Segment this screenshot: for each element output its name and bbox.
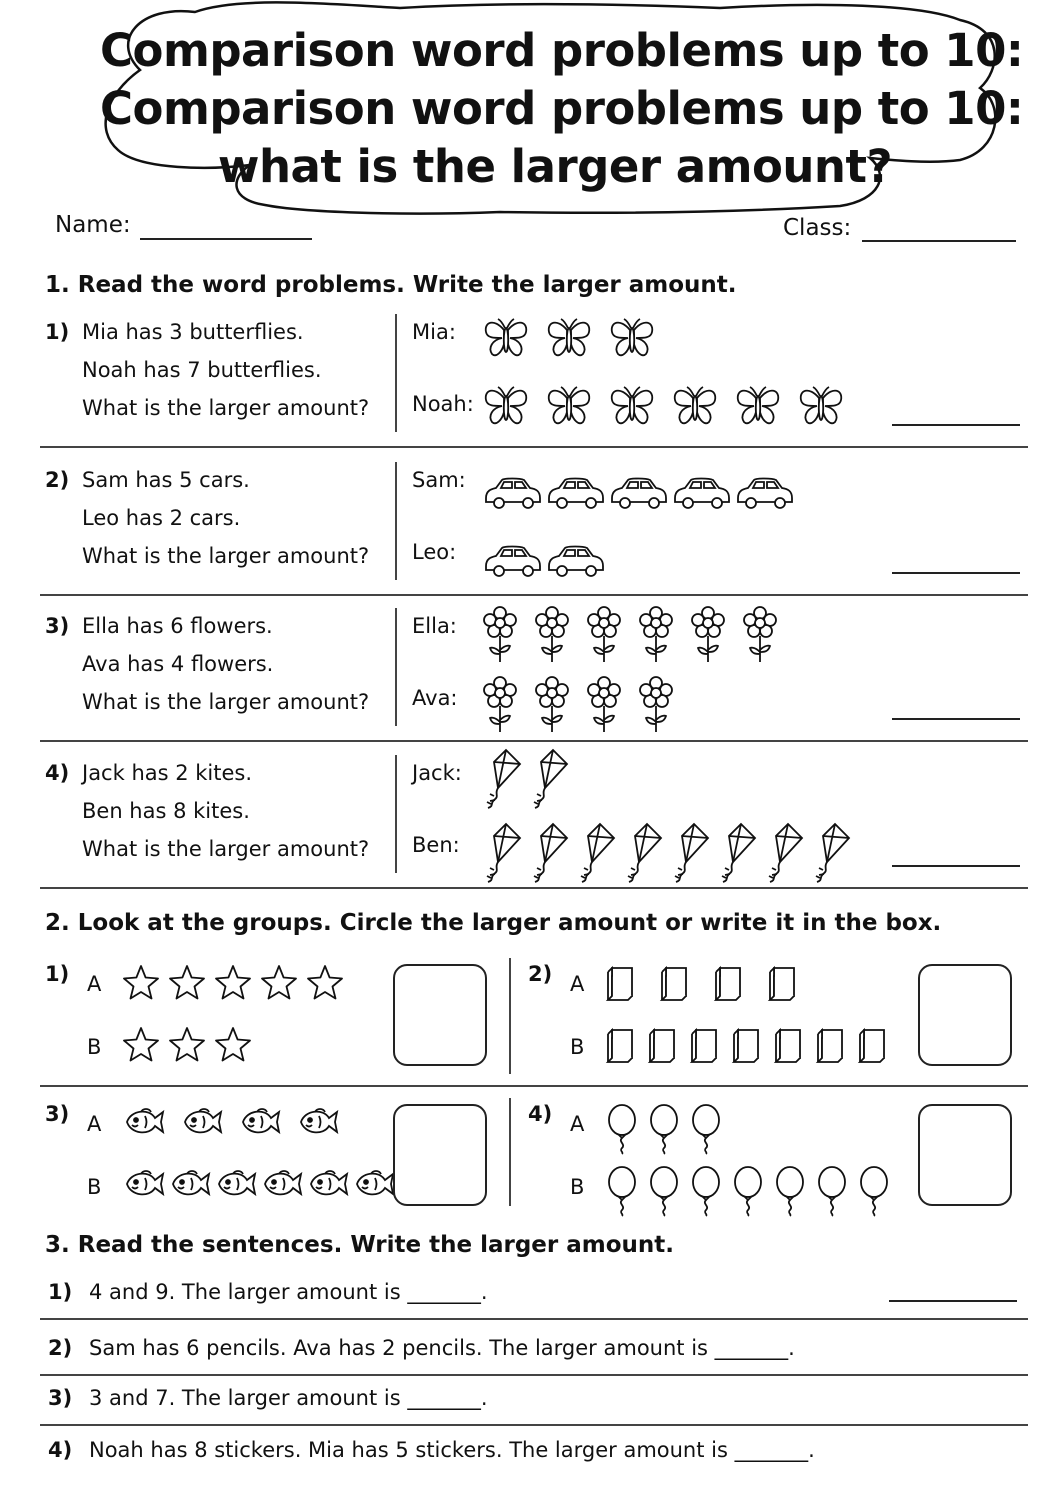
flower-icon [744,607,776,662]
sentence-text: Sam has 6 pencils. Ava has 2 pencils. The larger amount is _______. [89,1336,795,1360]
fish-icon [185,1109,221,1132]
butterfly-icon [486,319,527,355]
problem-divider [395,314,397,432]
fish-icon [265,1171,301,1194]
sentence-separator [40,1424,1028,1426]
kite-icon [534,750,567,808]
star-icon [308,966,342,999]
balloon-icon [693,1105,719,1154]
kite-icon [628,824,661,882]
answer-box[interactable] [393,964,487,1066]
fish-icon [243,1109,279,1132]
problem-question: What is the larger amount? [82,544,370,568]
car-icon [486,479,540,509]
balloon-icon [609,1105,635,1154]
flower-icon [640,607,672,662]
group-a-icons [123,964,413,1034]
group-a-icons [606,1104,792,1174]
row-2-label: Noah: [412,392,474,416]
fish-icon [127,1171,163,1194]
problem-question: What is the larger amount? [82,837,370,861]
balloon-icon [609,1167,635,1216]
row-2-icons [484,540,670,610]
butterfly-icon [486,387,527,423]
problem-divider [395,755,397,873]
group-divider-bottom [509,1098,511,1206]
book-icon [650,1030,674,1062]
fish-icon [127,1109,163,1132]
book-icon [692,1030,716,1062]
row-1-icons [484,472,859,542]
sentence-number: 1) [48,1280,73,1304]
star-icon [124,1028,158,1061]
car-icon [486,547,540,577]
row-2-icons [484,822,920,892]
group-b-icons [606,1166,960,1236]
problem-separator [40,740,1028,742]
kite-icon [675,824,708,882]
class-label: Class: [783,215,852,241]
balloon-icon [777,1167,803,1216]
row-1-label: Ella: [412,614,457,638]
fish-icon [357,1171,393,1194]
star-icon [216,966,250,999]
problem-number: 4) [45,761,70,785]
star-icon [170,966,204,999]
answer-line[interactable] [889,1300,1017,1302]
group-number: 2) [528,962,553,986]
problem-divider [395,608,397,726]
fish-icon [311,1171,347,1194]
class-field[interactable] [862,240,1016,242]
book-icon [734,1030,758,1062]
fish-icon [301,1109,337,1132]
problem-line-1: Mia has 3 butterflies. [82,320,304,344]
flower-icon [536,677,568,732]
answer-box[interactable] [393,1104,487,1206]
book-icon [608,968,632,1000]
sentence-text: 3 and 7. The larger amount is _______. [89,1386,488,1410]
row-2-label: Ben: [412,833,460,857]
row-1-icons [484,606,856,676]
problem-line-1: Sam has 5 cars. [82,468,250,492]
worksheet-title-line-2: Comparison word problems up to 10: [100,82,1024,135]
flower-icon [692,607,724,662]
flower-icon [640,677,672,732]
row-2-icons [484,384,922,454]
kite-icon [769,824,802,882]
problem-line-2: Noah has 7 butterflies. [82,358,322,382]
book-icon [776,1030,800,1062]
problem-line-1: Ella has 6 flowers. [82,614,273,638]
problem-separator [40,887,1028,889]
car-icon [549,547,603,577]
balloon-icon [651,1105,677,1154]
kite-icon [534,824,567,882]
kite-icon [581,824,614,882]
group-b-label: B [570,1175,585,1199]
answer-line[interactable] [892,572,1020,574]
butterfly-icon [801,387,842,423]
balloon-icon [861,1167,887,1216]
book-icon [608,1030,632,1062]
car-icon [549,479,603,509]
row-1-label: Mia: [412,320,456,344]
group-divider-top [509,958,511,1074]
answer-box[interactable] [918,964,1012,1066]
star-icon [216,1028,250,1061]
group-b-label: B [87,1175,102,1199]
group-a-label: A [570,1112,585,1136]
problem-line-1: Jack has 2 kites. [82,761,253,785]
group-separator [40,1085,1028,1087]
balloon-icon [735,1167,761,1216]
problem-question: What is the larger amount? [82,396,370,420]
problem-separator [40,594,1028,596]
butterfly-icon [738,387,779,423]
fish-icon [219,1171,255,1194]
group-number: 3) [45,1102,70,1126]
book-icon [770,968,794,1000]
group-number: 4) [528,1102,553,1126]
kite-icon [487,824,520,882]
group-a-label: A [87,972,102,996]
sentence-separator [40,1318,1028,1320]
book-icon [662,968,686,1000]
problem-number: 3) [45,614,70,638]
problem-separator [40,446,1028,448]
flower-icon [536,607,568,662]
star-icon [124,966,158,999]
worksheet-title-line-1: Comparison word problems up to 10: [100,24,1024,77]
answer-line[interactable] [892,718,1020,720]
flower-icon [588,677,620,732]
group-b-label: B [87,1035,102,1059]
butterfly-icon [549,319,590,355]
star-icon [262,966,296,999]
balloon-icon [819,1167,845,1216]
name-field[interactable] [140,238,312,240]
sentence-text: 4 and 9. The larger amount is _______. [89,1280,488,1304]
row-2-label: Ava: [412,686,458,710]
worksheet-title-line-3: what is the larger amount? [217,140,893,193]
book-icon [818,1030,842,1062]
balloon-icon [693,1167,719,1216]
answer-box[interactable] [918,1104,1012,1206]
sentence-number: 3) [48,1386,73,1410]
kite-icon [722,824,755,882]
problem-line-2: Ben has 8 kites. [82,799,250,823]
butterfly-icon [612,319,653,355]
group-a-label: A [87,1112,102,1136]
problem-number: 1) [45,320,70,344]
group-number: 1) [45,962,70,986]
row-1-label: Jack: [412,761,462,785]
flower-icon [484,677,516,732]
balloon-icon [651,1167,677,1216]
group-a-icons [123,1104,415,1174]
answer-line[interactable] [892,865,1020,867]
book-icon [860,1030,884,1062]
fish-icon [173,1171,209,1194]
row-1-icons [484,748,638,818]
car-icon [738,479,792,509]
name-label: Name: [55,212,131,238]
row-2-icons [484,676,752,746]
group-a-icons [606,964,882,1034]
sentence-separator [40,1374,1028,1376]
kite-icon [816,824,849,882]
problem-number: 2) [45,468,70,492]
section-1-heading: 1. Read the word problems. Write the larger amount. [45,272,737,298]
kite-icon [487,750,520,808]
sentence-number: 4) [48,1438,73,1462]
flower-icon [484,607,516,662]
sentence-text: Noah has 8 stickers. Mia has 5 stickers. The larger amount is _______. [89,1438,815,1462]
book-icon [716,968,740,1000]
flower-icon [588,607,620,662]
sentence-number: 2) [48,1336,73,1360]
butterfly-icon [675,387,716,423]
butterfly-icon [612,387,653,423]
problem-line-2: Leo has 2 cars. [82,506,241,530]
star-icon [170,1028,204,1061]
group-a-label: A [570,972,585,996]
row-2-label: Leo: [412,540,457,564]
car-icon [612,479,666,509]
section-3-heading: 3. Read the sentences. Write the larger amount. [45,1232,675,1258]
problem-divider [395,462,397,580]
answer-line[interactable] [892,424,1020,426]
problem-line-2: Ava has 4 flowers. [82,652,274,676]
problem-question: What is the larger amount? [82,690,370,714]
butterfly-icon [549,387,590,423]
section-2-heading: 2. Look at the groups. Circle the larger amount or write it in the box. [45,910,942,936]
car-icon [675,479,729,509]
group-b-label: B [570,1035,585,1059]
row-1-icons [484,316,733,386]
row-1-label: Sam: [412,468,466,492]
